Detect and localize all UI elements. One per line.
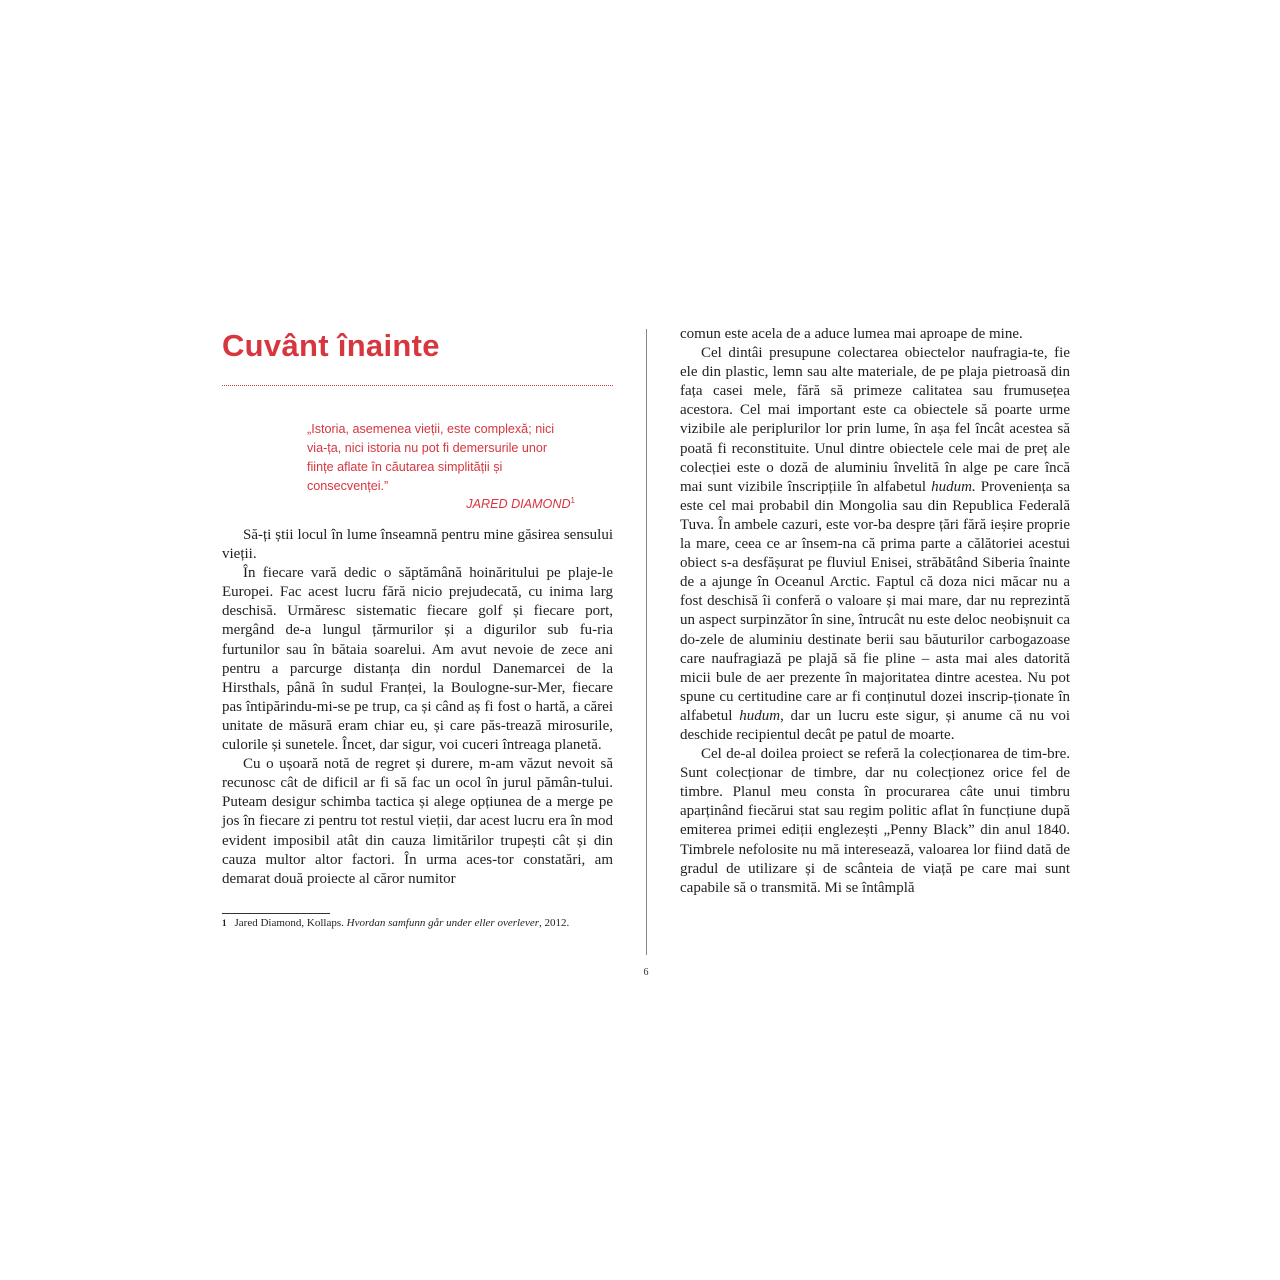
footnote-author: Jared Diamond, Kollaps. [234, 917, 344, 929]
epigraph-author-name: JARED DIAMOND [466, 497, 571, 512]
footnote-rule [222, 913, 330, 914]
title-dotted-rule [222, 385, 613, 386]
paragraph [680, 344, 1070, 745]
footnote-year: , 2012. [539, 917, 570, 929]
paragraph-part: Cel dintâi presupune colectarea obiectelor naufragia-te, fie ele din plastic, lemn sau alte materiale, de pe plaja pietroasă din fața casei mele, fără să primeze calitatea sau frumusețea acestora. Cel mai important este ca obiectele să poarte urme vizibile ale periplurilor lor prin lume, în așa fel încât acestea să poată fi reconstituite. Unul dintre obiectele cele mai de preț ale colecției este o doză de aluminiu învelită în alge pe care încă mai sunt vizibile înscripțiile în alfabetul [680, 345, 1070, 495]
epigraph-author [466, 491, 575, 514]
epigraph [307, 420, 575, 512]
epigraph-footnote-ref: 1 [570, 496, 575, 505]
footnote-number: 1 [222, 918, 227, 928]
right-page-body [680, 325, 1070, 898]
gutter-divider [646, 329, 647, 955]
paragraph-italic: hudum. [931, 478, 976, 495]
epigraph-quote: „Istoria, asemenea vieții, este complexă; nici via-ța, nici istoria nu pot fi demersurile unor ființe aflate în căutarea simplității și consecvenței.” [307, 422, 555, 493]
paragraph-part: , dar un lucru este sigur, și anume că nu voi deschide recipientul decât pe patul de moarte. [680, 707, 1070, 743]
paragraph: Să-ți știi locul în lume înseamnă pentru mine găsirea sensului vieții. [222, 527, 613, 563]
paragraph: Cel de-al doilea proiect se referă la colecționarea de tim-bre. Sunt colecționar de timbre, dar nu colecționez orice fel de timbre. Planul meu consta în procurarea câte unui timbru aparținând fiecărui stat sau regim politic aflat în funcțiune după emiterea primei ediții englezești „Penny Black” din anul 1840. Timbrele nefolosite nu mă interesează, valoarea lor fiind dată de gradul de utilizare și de scânteia de viață pe care mai sunt capabile să o transmită. Mi se întâmplă [680, 746, 1070, 896]
paragraph-italic: hudum [739, 707, 781, 724]
page-number: 6 [643, 967, 649, 978]
paragraph: Cu o ușoară notă de regret și durere, m-am văzut nevoit să recunosc cât de dificil ar fi să fac un ocol în jurul pămân-tului. Puteam desigur schimba tactica și alege opțiunea de a merge pe jos în fiecare zi pentru tot restul vieții, dar acest lucru era în mod evident imposibil atât din cauza limitărilor trupești cât și din cauza multor altor factori. În urma aces-tor constatări, am demarat două proiecte al căror numitor [222, 756, 613, 887]
paragraph: În fiecare vară dedic o săptămână hoinăritului pe plaje-le Europei. Fac acest lucru fără nicio prejudecată, cu inima larg deschisă. Urmăresc sistematic fiecare golf și fiecare port, mergând de-a lungul țărmurilor și a digurilor sub fu-ria furtunilor sau în bătaia soarelui. Am avut nevoie de zece ani pentru a parcurge distanța din nordul Danemarcei de la Hirsthals, până în sudul Franței, la Boulogne-sur-Mer, fiecare pas întipărindu-mi-se pe trup, ca și când aș fi fost o hartă, a cărei unitate de măsură eram chiar eu, și care păs-trează mirosurile, culorile și sunetele. Încet, dar sigur, voi cuceri întreaga planetă. [222, 565, 613, 754]
footnote [222, 916, 622, 931]
chapter-title: Cuvânt înainte [222, 328, 440, 363]
left-page-body [222, 526, 613, 889]
paragraph-part: Proveniența sa este cel mai probabil din Mongolia sau din Republica Federală Tuva. În ambele cazuri, este vor-ba despre țări fără ieșire proprie la mare, ceea ce ar însem-na că prima parte a călătoriei acestui obiect s-a desfășurat pe fluviul Enisei, străbătând Siberia înainte de a ajunge în Oceanul Arctic. Faptul că doza nici măcar nu a fost deschisă îi conferă o valoare și mai mare, dar nu reprezintă un aspect surpinzător în sine, întrucât nu este deloc neobișnuit ca do-zele de aluminiu destinate berii sau băuturilor carbogazoase care naufragiază pe plajă să fie pline – asta mai ales datorită micii bule de aer prezente în majoritatea dintre acestea. Nu pot spune cu certitudine care ar fi conținutul dozei inscrip-ționate în alfabetul [680, 478, 1070, 724]
paragraph: comun este acela de a aduce lumea mai aproape de mine. [680, 326, 1023, 342]
footnote-book-title: Hvordan samfunn går under eller overlever [346, 917, 539, 929]
